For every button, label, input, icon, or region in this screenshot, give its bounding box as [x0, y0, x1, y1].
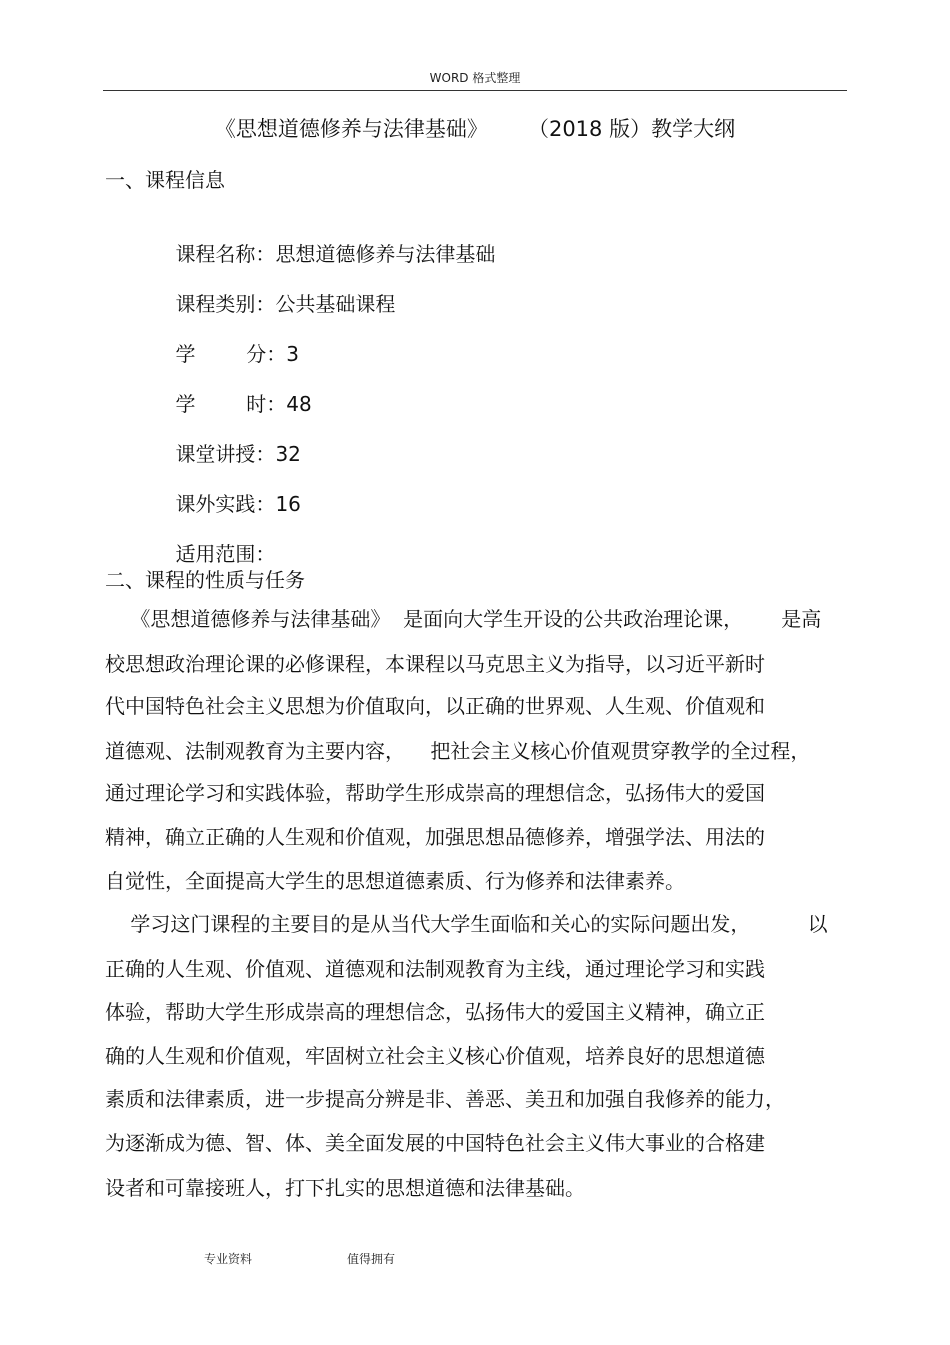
info-label: 课堂讲授：: [175, 442, 276, 466]
paragraph-line: 通过理论学习和实践体验，帮助学生形成崇高的理想信念，弘扬伟大的爱国: [105, 781, 765, 805]
paragraph-line: 正确的人生观、价值观、道德观和法制观教育为主线，通过理论学习和实践: [105, 957, 765, 981]
paragraph-line: 道德观、法制观教育为主要内容， 把社会主义核心价值观贯穿教学的全过程，: [105, 739, 811, 763]
header-divider: [103, 90, 847, 91]
info-value: 32: [275, 442, 301, 466]
paragraph-line: 素质和法律素质，进一步提高分辨是非、善恶、美丑和加强自我修养的能力，: [105, 1087, 785, 1111]
info-value: 48: [286, 392, 312, 416]
info-label: 适用范围：: [175, 542, 276, 566]
paragraph-line: 《思想道德修养与法律基础》 是面向大学生开设的公共政治理论课， 是高: [105, 607, 822, 631]
paragraph-line: 体验，帮助大学生形成崇高的理想信念，弘扬伟大的爱国主义精神，确立正: [105, 1000, 765, 1024]
paragraph-line: 设者和可靠接班人，打下扎实的思想道德和法律基础。: [105, 1176, 585, 1200]
section-heading-nature-tasks: 二、课程的性质与任务: [105, 568, 305, 592]
info-value: 公共基础课程: [275, 292, 396, 316]
paragraph-line: 校思想政治理论课的必修课程，本课程以马克思主义为指导，以习近平新时: [105, 652, 765, 676]
info-label: 学 时：: [175, 392, 287, 416]
paragraph-line: 确的人生观和价值观，牢固树立社会主义核心价值观，培养良好的思想道德: [105, 1044, 765, 1068]
info-label: 学 分：: [175, 342, 287, 366]
info-value: 思想道德修养与法律基础: [275, 242, 496, 266]
document-title: 《思想道德修养与法律基础》 （2018 版）教学大纲: [214, 117, 736, 141]
section-heading-course-info: 一、课程信息: [105, 168, 225, 192]
paragraph-line: 代中国特色社会主义思想为价值取向，以正确的世界观、人生观、价值观和: [105, 694, 765, 718]
info-value: 3: [286, 342, 300, 366]
paragraph-line: 学习这门课程的主要目的是从当代大学生面临和关心的实际问题出发， 以: [105, 912, 828, 936]
page-header: WORD 格式整理: [429, 71, 521, 85]
paragraph-line: 自觉性，全面提高大学生的思想道德素质、行为修养和法律素养。: [105, 869, 685, 893]
info-label: 课程名称：: [175, 242, 276, 266]
footer-right: 值得拥有: [347, 1252, 396, 1266]
paragraph-line: 为逐渐成为德、智、体、美全面发展的中国特色社会主义伟大事业的合格建: [105, 1131, 765, 1155]
footer-left: 专业资料: [204, 1252, 253, 1266]
info-label: 课外实践：: [175, 492, 276, 516]
info-label: 课程类别：: [175, 292, 276, 316]
paragraph-line: 精神，确立正确的人生观和价值观，加强思想品德修养，增强学法、用法的: [105, 825, 765, 849]
info-value: 16: [275, 492, 301, 516]
